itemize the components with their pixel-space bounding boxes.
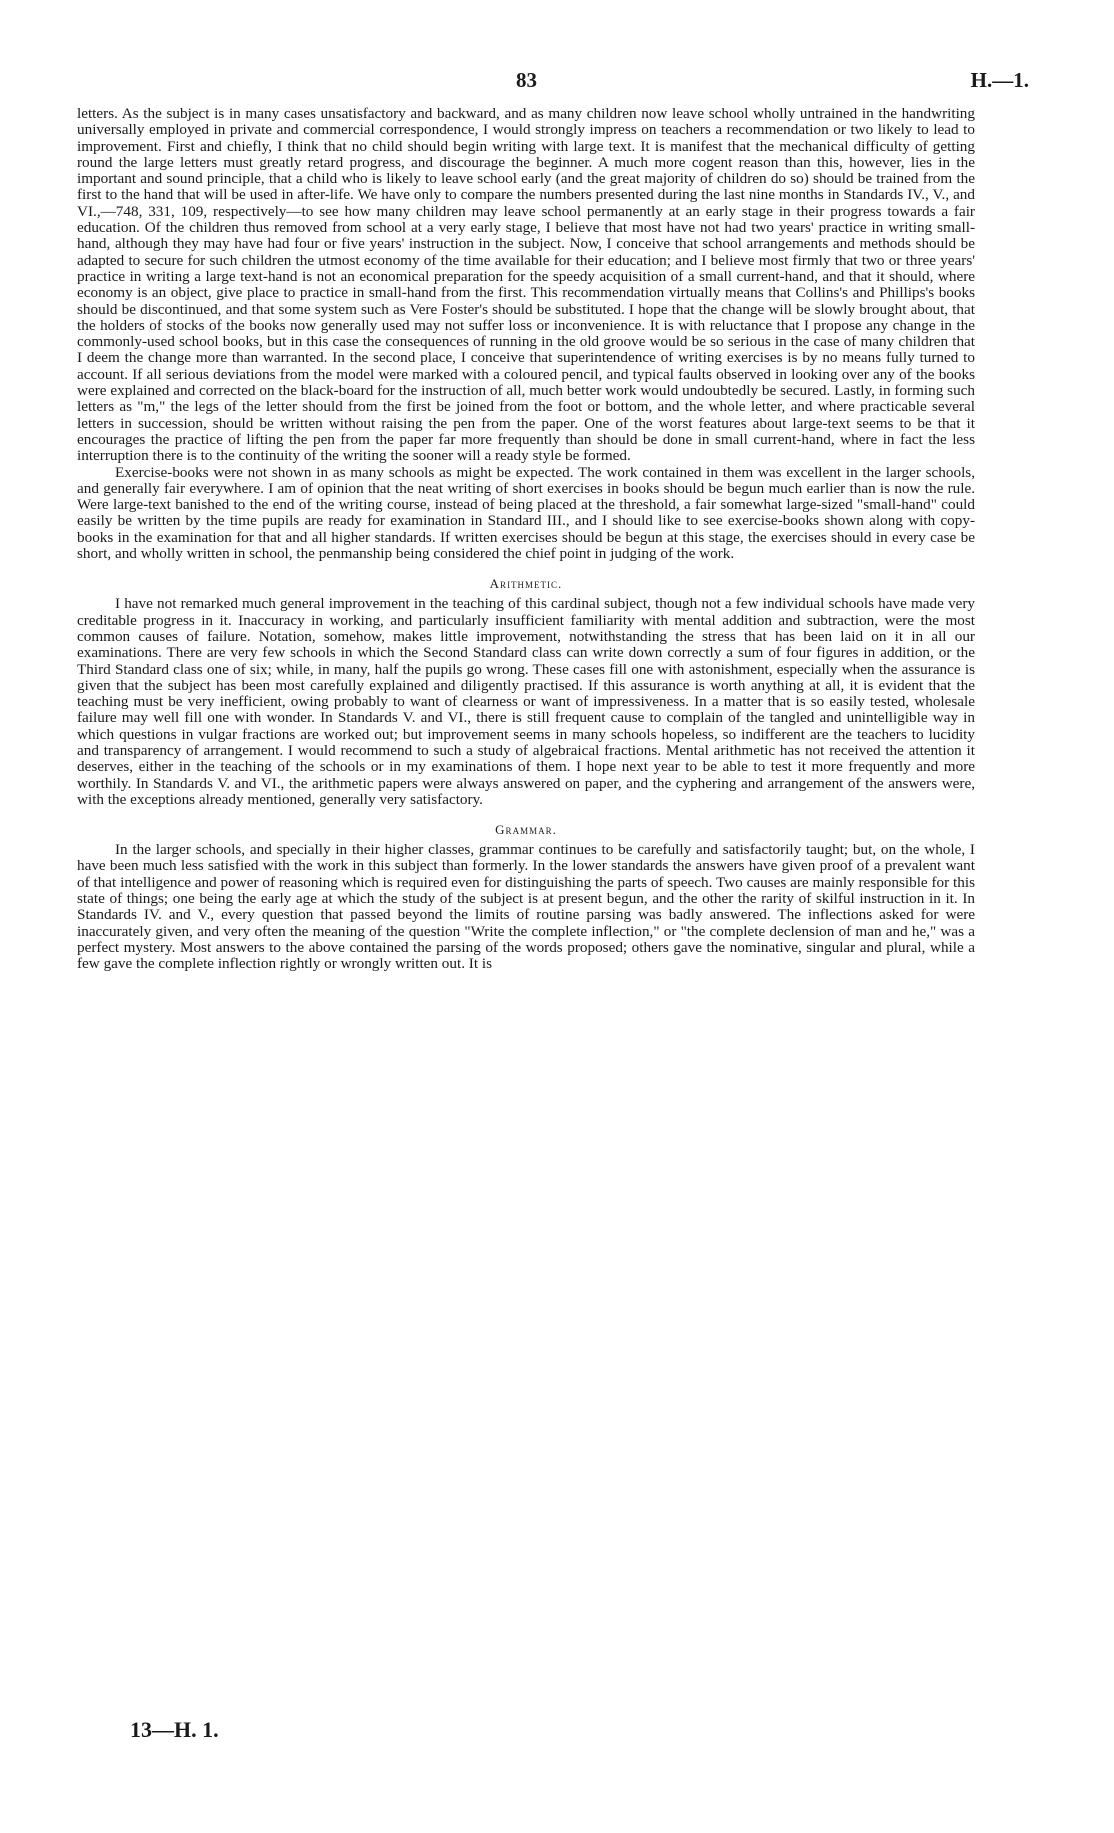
document-body bbox=[77, 106, 975, 973]
section-heading-arithmetic: Arithmetic. bbox=[489, 576, 563, 592]
section-heading-grammar: Grammar. bbox=[495, 822, 557, 838]
paragraph-grammar: In the larger schools, and specially in their higher classes, grammar continues to be carefully and satisfactorily taught; but, on the whole, I have been much less satisfied with the work in this subject than formerly. In the lower standards the answers have given proof of a prevalent want of that intelligence and power of reasoning which is required even for distinguishing the parts of speech. Two causes are mainly responsible for this state of things; one being the early age at which the study of the subject is at present begun, and the other the rarity of skilful instruction in it. In Standards IV. and V., every question that passed beyond the limits of routine parsing was badly answered. The inflections asked for were inaccurately given, and very often the meaning of the question "Write the complete inflection," or "the complete declension of man and he," was a perfect mystery. Most answers to the above contained the parsing of the words proposed; others gave the nominative, singular and plural, while a few gave the complete inflection rightly or wrongly written out. It is bbox=[77, 841, 975, 973]
paragraph-exercise-books: Exercise-books were not shown in as many schools as might be expected. The work contained in them was excellent in the larger schools, and generally fair everywhere. I am of opinion that the neat writing of short exercises in books should be begun much earlier than is now the rule. Were large-text banished to the end of the writing course, instead of being placed at the threshold, a fair somewhat large-sized "small-hand" could easily be written by the time pupils are ready for examination in Standard III., and I should like to see exercise-books shown along with copy-books in the examination for that and all higher standards. If written exercises should be begun at this stage, the exercises should in every case be short, and wholly written in school, the penmanship being considered the chief point in judging of the work. bbox=[77, 463, 975, 563]
paragraph-arithmetic: I have not remarked much general improvement in the teaching of this cardinal subject, though not a few individual schools have made very creditable progress in it. Inaccuracy in working, and particularly insufficient familiarity with mental addition and subtraction, were the most common causes of failure. Notation, somehow, makes little improvement, notwithstanding the stress that has been laid on it in all our examinations. There are very few schools in which the Second Standard class can write down correctly a sum of four figures in addition, or the Third Standard class one of six; while, in many, half the pupils go wrong. These cases fill one with astonishment, especially when the assurance is given that the subject has been most carefully explained and diligently practised. If this assurance is worth anything at all, it is evident that the teaching must be very inefficient, owing probably to want of clearness or want of impressiveness. In a matter that is so easily tested, wholesale failure may well fill one with wonder. In Standards V. and VI., there is still frequent cause to complain of the tangled and unintelligible way in which questions in vulgar fractions are worked out; but improvement seems in many schools hopeless, so indifferent are the teachers to lucidity and transparency of arrangement. I would recommend to such a study of algebraical fractions. Mental arithmetic has not received the attention it deserves, either in the teaching of the schools or in my examinations of them. I hope next year to be able to test it more frequently and more worthily. In Standards V. and VI., the arithmetic papers were always answered on paper, and the cyphering and arrangement of the answers were, with the exceptions already mentioned, generally very satisfactory. bbox=[77, 595, 975, 808]
page-header bbox=[0, 68, 1114, 92]
paper-code: H.—1. bbox=[970, 68, 1029, 92]
paragraph-writing-continued: letters. As the subject is in many cases unsatisfactory and backward, and as many children now leave school wholly untrained in the handwriting universally employed in private and commercial correspondence, I would strongly impress on teachers a recommendation or two likely to lead to improvement. First and chiefly, I think that no child should begin writing with large text. It is manifest that the mechanical difficulty of getting round the large letters must greatly retard progress, and discourage the beginner. A much more cogent reason than this, however, lies in the important and sound principle, that a child who is likely to leave school early (and the great majority of children do so) should be trained from the first to the hand that will be used in after-life. We have only to compare the numbers presented during the last nine months in Standards IV., V., and VI.,—748, 331, 109, respectively—to see how many children may leave school permanently at an early stage in their progress towards a fair education. Of the children thus removed from school at a very early stage, I believe that most have not had two years' practice in writing small-hand, although they may have had four or five years' instruction in the subject. Now, I conceive that school arrangements and methods should be adapted to secure for such children the utmost economy of the time available for their education; and I believe most firmly that two or three years' practice in writing a large text-hand is not an economical preparation for the speedy acquisition of a small current-hand, and that it should, where economy is an object, give place to practice in small-hand from the first. This recommendation virtually means that Collins's and Phillips's books should be discontinued, and that some system such as Vere Foster's should be substituted. I hope that the change will be slowly brought about, that the holders of stocks of the books now generally used may not suffer loss or inconvenience. It is with reluctance that I propose any change in the commonly-used school books, but in this case the consequences of running in the old groove would be so serious in the case of many children that I deem the change more than warranted. In the second place, I conceive that superintendence of writing exercises is by no means fully turned to account. If all serious deviations from the model were marked with a coloured pencil, and typical faults observed in looking over any of the books were explained and corrected on the black-board for the instruction of all, much better work would undoubtedly be secured. Lastly, in forming such letters as "m," the legs of the letter should from the first be joined from the foot or bottom, and the whole letter, and where practicable several letters in succession, should be written without raising the pen from the paper. One of the worst features about large-text seems to be that it encourages the practice of lifting the pen from the paper far more frequently than should be done in small current-hand, where in fact the less interruption there is to the continuity of the writing the sooner will a ready style be formed. bbox=[77, 105, 975, 465]
signature-mark: 13—H. 1. bbox=[130, 1717, 219, 1742]
page-number: 83 bbox=[516, 68, 537, 92]
